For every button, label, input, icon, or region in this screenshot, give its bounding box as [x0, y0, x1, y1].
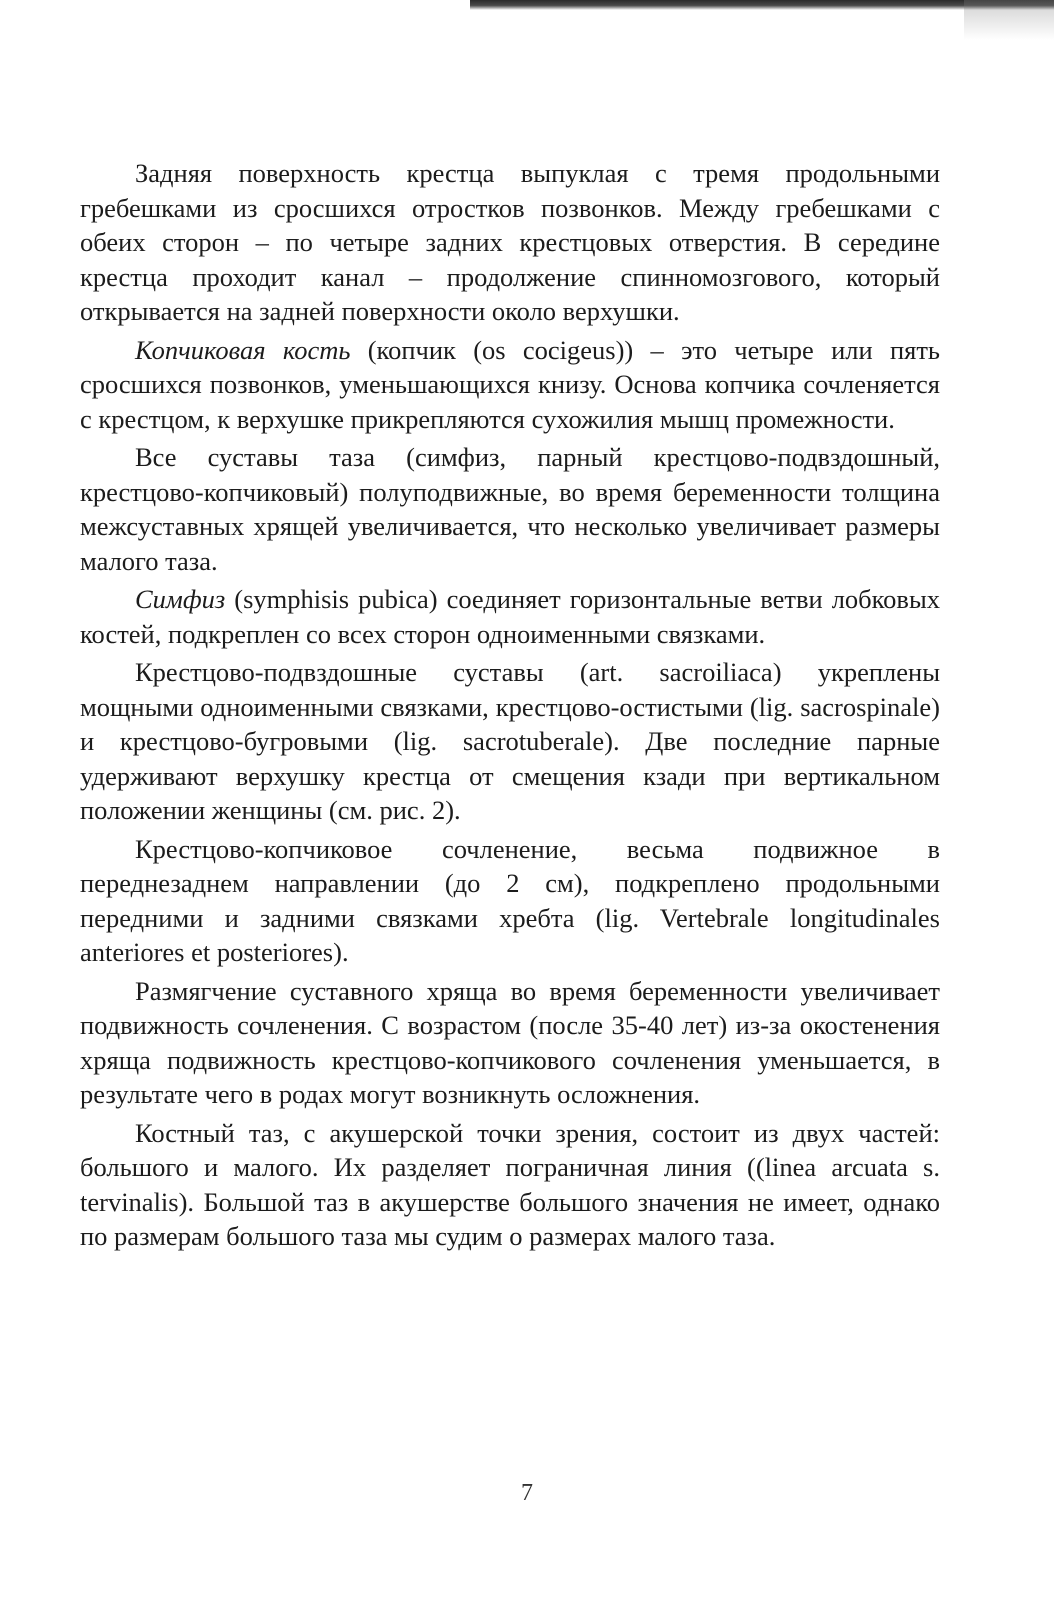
paragraph-text: (копчик (os cocigeus)) – это четыре или пять сросшихся позвонков, уменьшающихся книзу. Основа копчика сочленяется с крестцом, к верхушке прикрепляются сухожилия мышц промежности. [80, 334, 941, 434]
paragraph-cartilage-softening [80, 974, 940, 1112]
paragraph-sacroiliac [80, 655, 940, 828]
paragraph-symphysis [80, 582, 940, 651]
paragraph-text: Все суставы таза (симфиз, парный крестцово-подвздошный, крестцово-копчиковый) полуподвижные, во время беременности толщина межсуставных хрящей увеличивается, что несколько увеличивает размеры малого таза. [80, 442, 940, 576]
paragraph-coccyx [80, 333, 940, 437]
paragraph-text: Костный таз, с акушерской точки зрения, состоит из двух частей: большого и малого. Их разделяет пограничная линия ((linea arcuata s. tervinalis). Большой таз в акушерстве большого значения не имеет, однако по размерам большого таза мы судим о размерах малого таза. [80, 1117, 940, 1251]
paragraph-text: Крестцово-копчиковое сочленение, весьма подвижное в переднезаднем направлении (до 2 см), подкреплено продольными передними и задними связками хребта (lig. Vertebrale longitudinales anteriores et posteriores). [80, 833, 940, 967]
paragraph-text: Задняя поверхность крестца выпуклая с тремя продольными гребешками из сросшихся отростков позвонков. Между гребешками с обеих сторон – по четыре задних крестцовых отверстия. В середине крестца проходит канал – продолжение спинномозгового, который открывается на задней поверхности около верхушки. [80, 158, 940, 326]
paragraph-term: Копчиковая кость [135, 334, 351, 365]
paragraph-text: Размягчение суставного хряща во время беременности увеличивает подвижность сочленения. С возрастом (после 35-40 лет) из-за окостенения хряща подвижность крестцово-копчикового сочленения уменьшается, в результате чего в родах могут возникнуть осложнения. [80, 975, 940, 1109]
paragraph-pelvic-joints [80, 440, 940, 578]
paragraph-bony-pelvis [80, 1116, 940, 1254]
page-number: 7 [521, 1480, 533, 1506]
body-text [80, 156, 940, 1258]
paragraph-term: Симфиз [135, 584, 226, 614]
paragraph-posterior-sacrum [80, 156, 940, 329]
paragraph-text: (symphisis pubica) соединяет горизонтальные ветви лобковых костей, подкреплен со всех сторон одноименными связками. [80, 584, 940, 649]
paragraph-text: Крестцово-подвздошные суставы (art. sacroiliaca) укреплены мощными одноименными связками, крестцово-остистыми (lig. sacrospinale) и крестцово-бугровыми (lig. sacrotuberale). Две последние парные удерживают верхушку крестца от смещения кзади при вертикальном положении женщины (см. рис. 2). [80, 657, 940, 825]
scan-corner-shadow [964, 0, 1054, 40]
paragraph-sacrococcygeal [80, 832, 940, 970]
